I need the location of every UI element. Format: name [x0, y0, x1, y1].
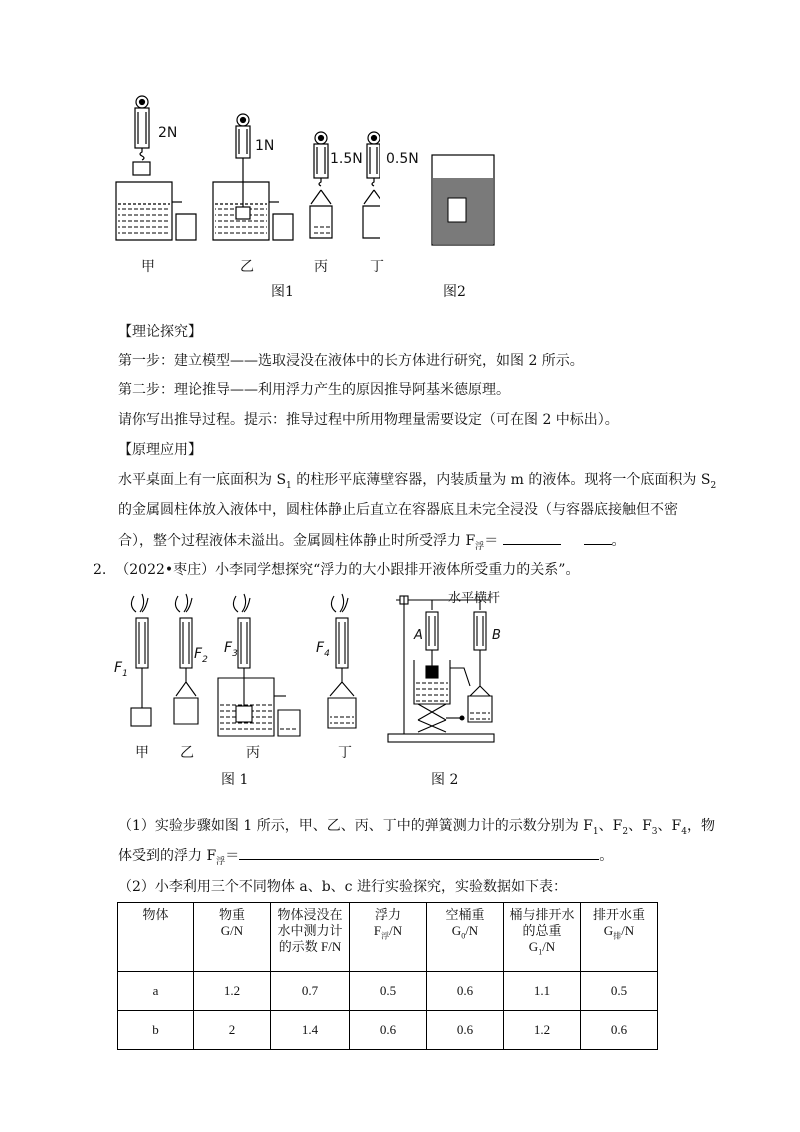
- question-2-stem: 2. （2022•枣庄）小李同学想探究“浮力的大小跟排开液体所受重力的关系”。: [93, 562, 580, 578]
- q2-figure-2: [386, 590, 498, 748]
- table-cell: 1.2: [194, 972, 271, 1011]
- q2-part-1-line-1: （1）实验步骤如图 1 所示，甲、乙、丙、丁中的弹簧测力计的示数分别为 $F_1$、$F_2$、$F_3$、$F_4$，物: [118, 818, 715, 837]
- table-cell: 0.5: [350, 972, 427, 1011]
- q2-figure-1: [112, 588, 372, 748]
- figure-1-top: [110, 92, 380, 257]
- table-header: 桶与排开水 的总重 $G_1/N$: [504, 903, 581, 972]
- table-cell: b: [118, 1011, 194, 1050]
- table-row: [118, 1011, 658, 1050]
- figure-2-title: 图2: [443, 284, 466, 300]
- force-label-f3: $F_3$: [224, 640, 238, 659]
- apply-line-1: 水平桌面上有一底面积为 $S_1$ 的柱形平底薄壁容器，内装质量为 m 的液体。现将一个底面积为 $S_2$: [118, 472, 717, 491]
- table-header: 物体浸没在 水中测力计 的示数 F/N: [271, 903, 350, 972]
- table-header: 排开水重 $G_排/N$: [581, 903, 658, 972]
- table-header: 空桶重 $G_0/N$: [427, 903, 504, 972]
- table-cell: 0.7: [271, 972, 350, 1011]
- force-label-f4: $F_4$: [316, 640, 330, 659]
- q2-caption-yi: 乙: [180, 745, 194, 761]
- q2-part-1-line-2: 体受到的浮力 $F_浮=$ 。: [118, 848, 614, 867]
- table-header-row: [118, 903, 658, 972]
- q2-caption-bing: 丙: [246, 745, 260, 761]
- answer-blank-buoyancy[interactable]: [503, 544, 561, 545]
- force-label-f1: $F_1$: [114, 660, 128, 679]
- table-cell: 0.6: [350, 1011, 427, 1050]
- apply-line-3: 合），整个过程液体未溢出。金属圆柱体静止时所受浮力 $F_浮=$ 。: [118, 533, 626, 552]
- step-2: 第二步：理论推导——利用浮力产生的原因推导阿基米德原理。: [118, 382, 510, 398]
- answer-blank-buoyancy-2[interactable]: [584, 544, 612, 545]
- label-f-bing: 1.5N: [330, 151, 363, 167]
- table-cell: a: [118, 972, 194, 1011]
- q2-part-2: （2）小李利用三个不同物体 a、b、c 进行实验探究，实验数据如下表：: [118, 879, 567, 895]
- caption-bing: 丙: [314, 259, 328, 275]
- table-cell: 1.4: [271, 1011, 350, 1050]
- caption-ding: 丁: [370, 259, 384, 275]
- table-cell: 0.5: [581, 972, 658, 1011]
- q2-figure-2-title: 图 2: [431, 772, 459, 788]
- table-cell: 1.1: [504, 972, 581, 1011]
- answer-blank-q2-1[interactable]: [239, 859, 599, 860]
- figure-2-top: [428, 150, 498, 250]
- spring-scale-jia: [116, 96, 196, 240]
- horizontal-bar-label: 水平横杆: [448, 591, 501, 606]
- spring-scale-ding: [363, 132, 380, 238]
- caption-jia: 甲: [141, 259, 155, 275]
- step-1: 第一步：建立模型——选取浸没在液体中的长方体进行研究，如图 2 所示。: [118, 353, 584, 369]
- label-f-yi: 1N: [255, 138, 275, 154]
- spring-scale-bing: [310, 132, 332, 238]
- q2-figure-1-title: 图 1: [221, 772, 249, 788]
- table-header: 物重 G/N: [194, 903, 271, 972]
- q2-caption-ding: 丁: [338, 745, 352, 761]
- table-row: [118, 972, 658, 1011]
- table-cell: 0.6: [427, 1011, 504, 1050]
- data-table: [117, 902, 658, 1050]
- spring-scale-yi: [213, 114, 293, 240]
- derivation-prompt: 请你写出推导过程。提示：推导过程中所用物理量需要设定（可在图 2 中标出）。: [118, 412, 619, 428]
- table-cell: 2: [194, 1011, 271, 1050]
- table-cell: 1.2: [504, 1011, 581, 1050]
- force-label-f2: $F_2$: [194, 646, 208, 665]
- label-f-ding: 0.5N: [386, 151, 419, 167]
- table-header: 浮力 $F_浮/N$: [350, 903, 427, 972]
- apply-line-2: 的金属圆柱体放入液体中，圆柱体静止后直立在容器底且未完全浸没（与容器底接触但不密: [118, 502, 678, 518]
- table-cell: 0.6: [581, 1011, 658, 1050]
- table-header: 物体: [118, 903, 194, 972]
- table-cell: 0.6: [427, 972, 504, 1011]
- caption-yi: 乙: [240, 259, 254, 275]
- heading-theory: 【理论探究】: [118, 324, 202, 340]
- figure-1-title: 图1: [271, 284, 294, 300]
- heading-apply: 【原理应用】: [118, 442, 202, 458]
- scale-label-a: A: [414, 628, 423, 643]
- scale-label-b: B: [492, 628, 501, 643]
- q2-caption-jia: 甲: [135, 745, 149, 761]
- label-f-jia: 2N: [158, 125, 178, 141]
